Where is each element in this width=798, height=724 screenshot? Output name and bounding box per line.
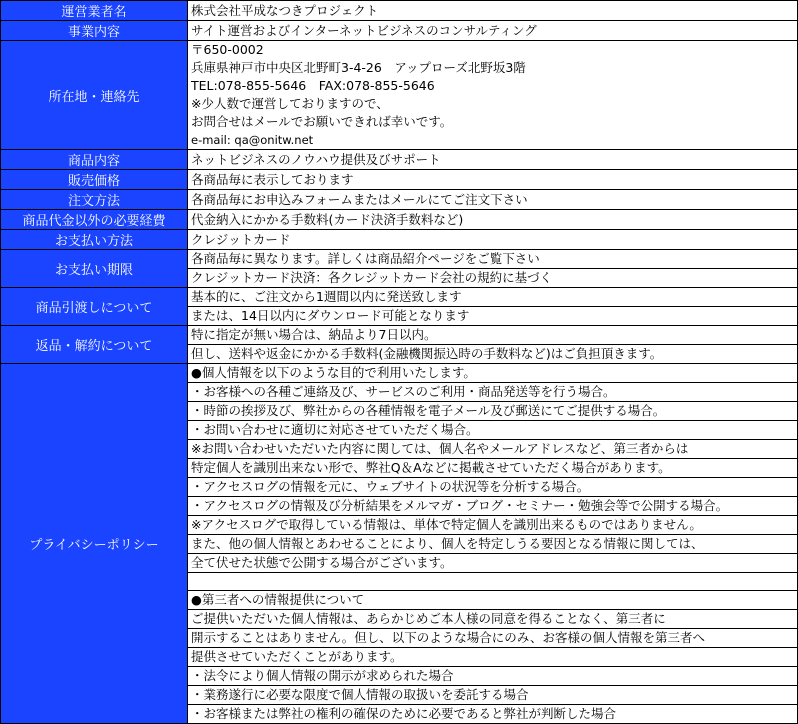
value-line: ・業務遂行に必要な限度で個人情報の取扱いを委託する場合 (188, 686, 797, 705)
value-line: 特に指定が無い場合は、納品より7日以内。 (188, 326, 797, 345)
value-line: 基本的に、ご注文から1週間以内に発送致します (188, 288, 797, 307)
value-line: ・アクセスログの情報及び分析結果をメルマガ・ブログ・セミナー・勉強会等で公開する場合。 (188, 497, 797, 516)
value-line: 開示することはありません。但し、以下のような場合にのみ、お客様の個人情報を第三者へ (188, 629, 797, 648)
row-label: 注文方法 (1, 190, 188, 210)
value-line: 各商品毎にお申込みフォームまたはメールにてご注文下さい (191, 191, 528, 207)
row-value (188, 170, 798, 190)
table-row (1, 170, 798, 190)
value-line: ・法令により個人情報の開示が求められた場合 (188, 667, 797, 686)
table-row (1, 230, 798, 250)
value-line: 〒650-0002 (191, 42, 264, 57)
value-line: 株式会社平成なつきプロジェクト (191, 2, 379, 18)
row-value (188, 41, 798, 150)
value-line: ※お問い合わせいただいた内容に関しては、個人名やメールアドレスなど、第三者からは (188, 440, 797, 459)
value-line: 各商品毎に異なります。詳しくは商品紹介ページをご覧下さい (188, 250, 797, 269)
table-row (1, 150, 798, 170)
value-line: また、他の個人情報とあわせることにより、個人を特定しうる要因となる情報に関しては、 (188, 535, 797, 554)
table-row (1, 210, 798, 230)
email-line: e-mail: qa@onitw.net (191, 133, 314, 147)
value-line: ●第三者への情報提供について (188, 591, 797, 610)
table-row (1, 326, 798, 364)
row-label: お支払い方法 (1, 230, 188, 250)
row-label: 商品引渡しについて (1, 288, 188, 326)
table-row (1, 364, 798, 724)
table-row (1, 21, 798, 41)
value-line: ・アクセスログの情報を元に、ウェブサイトの状況等を分析する場合。 (188, 478, 797, 497)
value-line: 全て伏せた状態で公開する場合がございます。 (188, 554, 797, 573)
value-line: 各商品毎に表示しております (191, 171, 354, 187)
row-label: 販売価格 (1, 170, 188, 190)
value-line: ・時節の挨拶及び、弊社からの各種情報を電子メール及び郵送にてご提供する場合。 (188, 402, 797, 421)
row-value (188, 1, 798, 21)
table-row (1, 250, 798, 288)
value-line: クレジットカード (191, 231, 291, 247)
row-label: 所在地・連絡先 (1, 41, 188, 150)
value-line: ・お客様または弊社の権利の確保のために必要であると弊社が判断した場合 (191, 706, 617, 721)
value-line: 特定個人を識別出来ない形で、弊社Q＆Aなどに掲載させていただく場合があります。 (188, 459, 797, 478)
row-value (188, 326, 798, 364)
value-line: ※アクセスログで取得している情報は、単体で特定個人を識別出来るものではありません。 (188, 516, 797, 535)
value-line: ・お客様への各種ご連絡及び、サービスのご利用・商品発送等を行う場合。 (188, 383, 797, 402)
table-row (1, 288, 798, 326)
row-label: お支払い期限 (1, 250, 188, 288)
value-line: 代金納入にかかる手数料(カード決済手数料など) (191, 211, 464, 227)
row-label: 運営業者名 (1, 1, 188, 21)
value-line: ※少人数で運営しておりますので、 (191, 96, 389, 111)
value-line: または、14日以内にダウンロード可能となります (191, 308, 470, 323)
row-label: 事業内容 (1, 21, 188, 41)
value-line: お問合せはメールでお願いできれば幸いです。 (191, 114, 453, 129)
row-label: 商品代金以外の必要経費 (1, 210, 188, 230)
value-line: クレジットカード決済：各クレジットカード会社の規約に基づく (191, 270, 553, 285)
row-value (188, 364, 798, 724)
value-line: ネットビジネスのノウハウ提供及びサポート (191, 151, 441, 167)
row-value (188, 230, 798, 250)
row-label: プライバシーポリシー (1, 364, 188, 724)
row-value (188, 250, 798, 288)
table-row (1, 1, 798, 21)
value-line: 但し、送料や返金にかかる手数料(金融機関振込時の手数料など)はご負担頂きます。 (191, 346, 663, 361)
value-line: ご提供いただいた個人情報は、あらかじめご本人様の同意を得ることなく、第三者に (188, 610, 797, 629)
table-row (1, 190, 798, 210)
row-value (188, 288, 798, 326)
row-value (188, 210, 798, 230)
value-line: ●個人情報を以下のような目的で利用いたします。 (188, 364, 797, 383)
row-value (188, 21, 798, 41)
value-line: ・お問い合わせに適切に対応させていただく場合。 (188, 421, 797, 440)
value-line: サイト運営およびインターネットビジネスのコンサルティング (191, 22, 537, 38)
table-row (1, 41, 798, 150)
value-line: TEL:078-855-5646 FAX:078-855-5646 (191, 78, 435, 93)
row-value (188, 150, 798, 170)
value-line: 兵庫県神戸市中央区北野町3-4-26 アップローズ北野坂3階 (191, 60, 526, 75)
value-line (188, 573, 797, 591)
row-label: 商品内容 (1, 150, 188, 170)
row-label: 返品・解約について (1, 326, 188, 364)
row-value (188, 190, 798, 210)
value-line: 提供させていただくことがあります。 (188, 648, 797, 667)
